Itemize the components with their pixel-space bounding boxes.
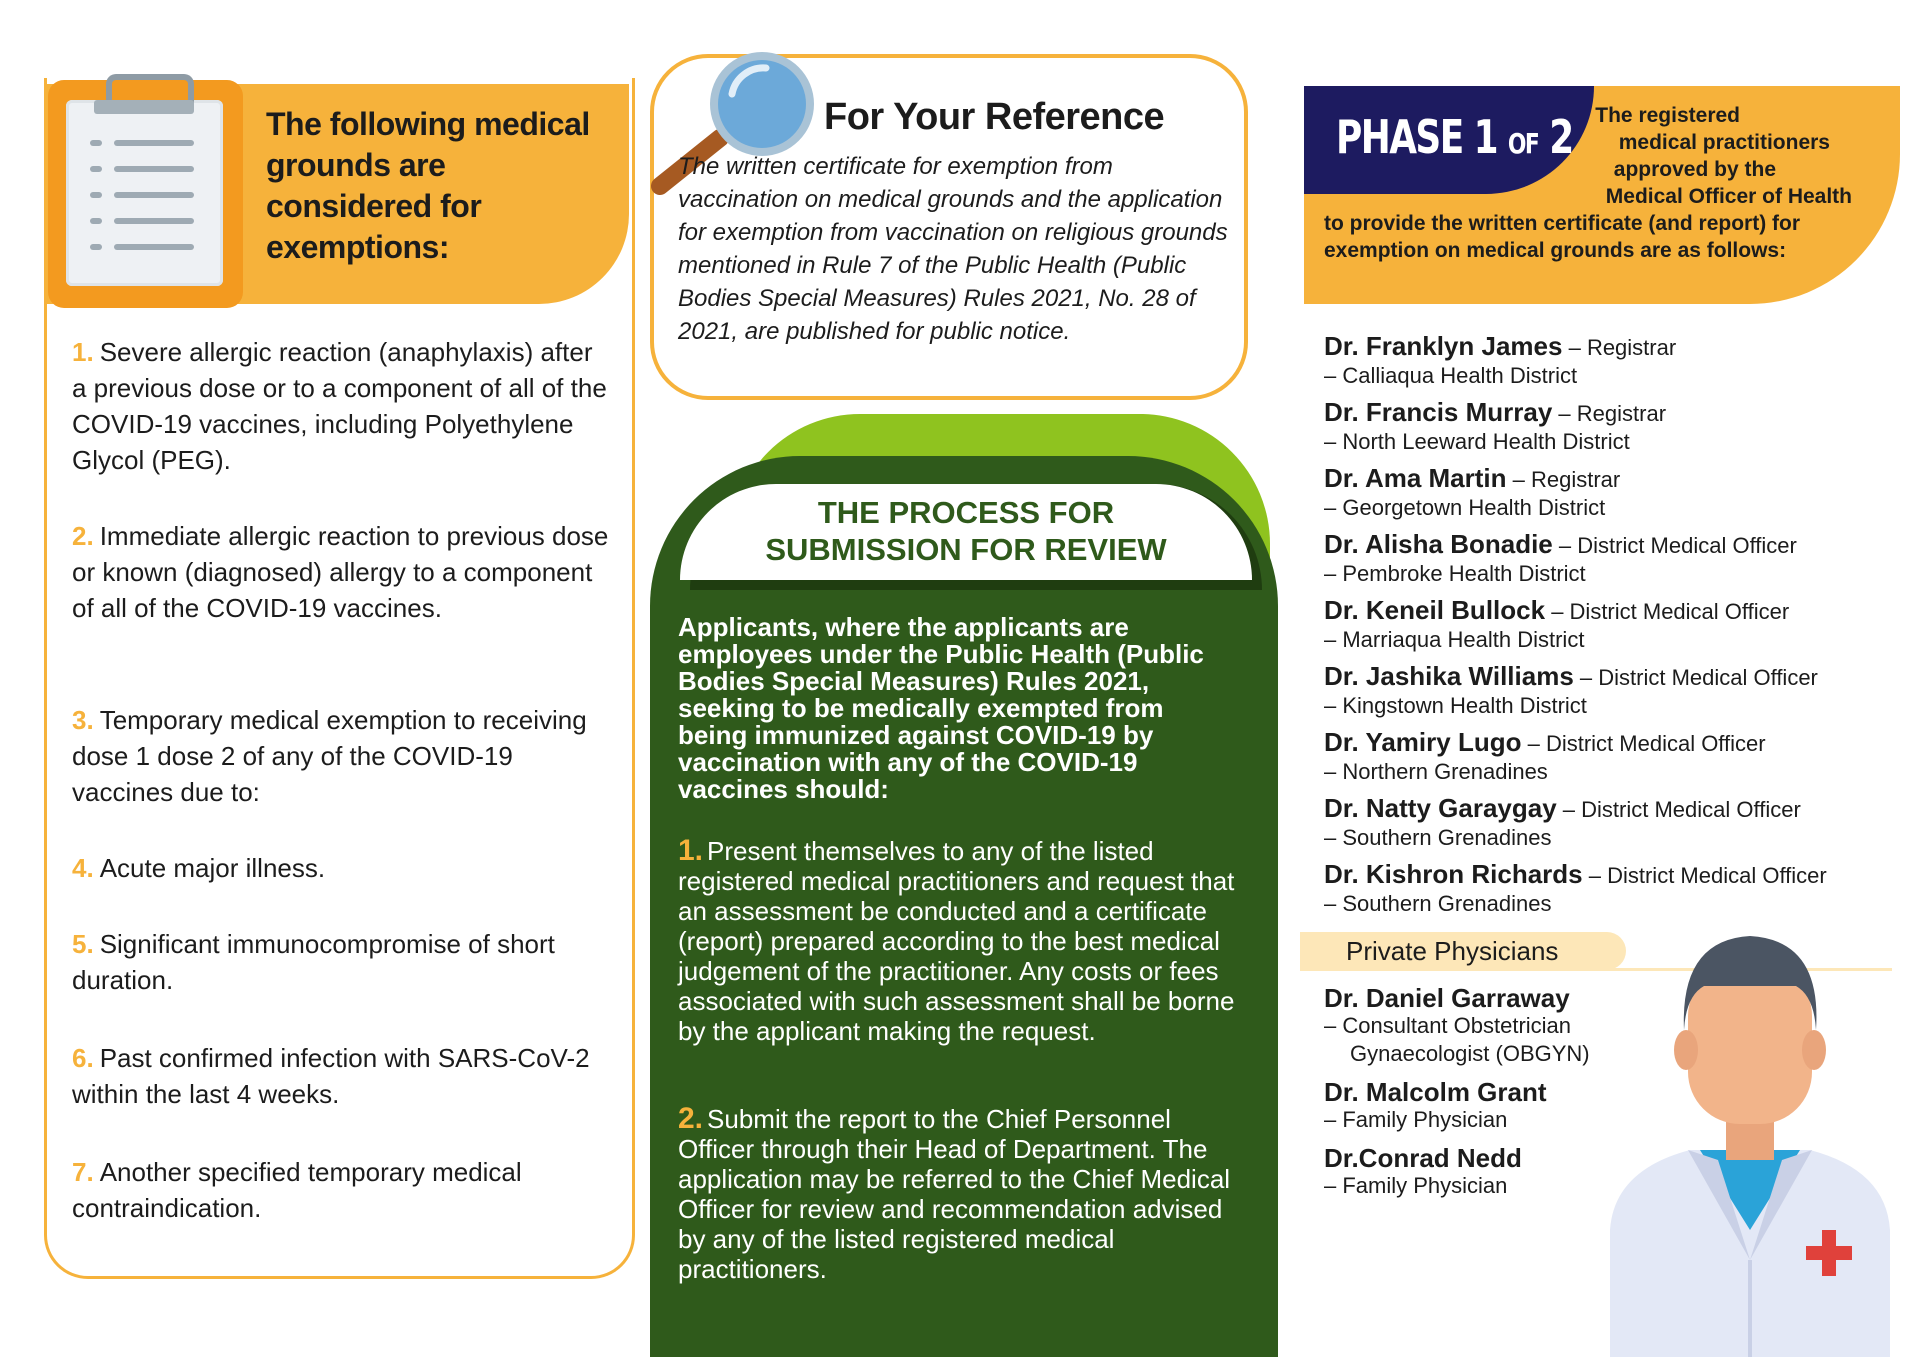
doctor-entry: Dr. Ama Martin – Registrar – Georgetown Health District [1324, 463, 1621, 520]
doctor-entry: Dr. Natty Garaygay – District Medical Officer – Southern Grenadines [1324, 793, 1801, 850]
ground-item-5: 5. Significant immunocompromise of short duration. [72, 929, 555, 995]
process-intro: Applicants, where the applicants are employees under the Public Health (Public Bodies Special Measures) Rules 2021, seeking to be medically exempted from being immunized against COVID-19 by vaccination with any of the COVID-19 vaccines should: [678, 612, 1204, 804]
reference-body: The written certificate for exemption from vaccination on medical grounds and the application for exemption from vaccination on religious grounds mentioned in Rule 7 of the Public Health (Public Bodies Special Measures) Rules 2021, No. 28 of 2021, are published for public notice. [678, 153, 1228, 345]
private-physician-entry: Dr. Daniel Garraway – Consultant Obstetrician Gynaecologist (OBGYN) [1324, 983, 1590, 1066]
clipboard-icon [66, 100, 223, 286]
private-physicians-heading: Private Physicians [1346, 936, 1559, 966]
doctor-entry: Dr. Alisha Bonadie – District Medical Officer – Pembroke Health District [1324, 529, 1797, 586]
reference-title: For Your Reference [824, 96, 1165, 138]
phase-label: PHASE 1 OF 2 [1336, 110, 1573, 164]
ground-item-6: 6. Past confirmed infection with SARS-CoV-2 within the last 4 weeks. [72, 1043, 590, 1109]
doctor-entry: Dr. Yamiry Lugo – District Medical Officer – Northern Grenadines [1324, 727, 1766, 784]
process-step-1: 1. Present themselves to any of the listed registered medical practitioners and request that an assessment be conducted and a certificate (report) prepared according to the best medical judgement of the practitioner. Any costs or fees associated with such assessment shall be borne by the applicant making the request. [678, 834, 1235, 1046]
doctor-entry: Dr. Keneil Bullock – District Medical Officer – Marriaqua Health District [1324, 595, 1790, 652]
ground-item-4: 4. Acute major illness. [72, 853, 326, 883]
private-physician-entry: Dr. Malcolm Grant – Family Physician [1324, 1077, 1547, 1132]
phase-intro: The registered medical practitioners approved by the Medical Officer of Health to provide the written certificate (and report) for exemption on medical grounds are as follows: [1324, 104, 1852, 262]
doctor-entry: Dr. Kishron Richards – District Medical Officer – Southern Grenadines [1324, 859, 1827, 916]
private-physician-entry: Dr.Conrad Nedd – Family Physician [1324, 1143, 1522, 1198]
ground-item-3: 3. Temporary medical exemption to receiving dose 1 dose 2 of any of the COVID-19 vaccines due to: [72, 705, 587, 807]
ground-item-2: 2. Immediate allergic reaction to previous dose or known (diagnosed) allergy to a component of all of the COVID-19 vaccines. [72, 521, 609, 623]
doctor-entry: Dr. Franklyn James – Registrar – Calliaqua Health District [1324, 331, 1677, 388]
exemption-grounds-title: The following medical grounds are considered for exemptions: [266, 106, 590, 265]
ground-item-1: 1. Severe allergic reaction (anaphylaxis) after a previous dose or to a component of all of the COVID-19 vaccines, including Polyethylene Glycol (PEG). [72, 337, 607, 475]
doctor-illustration [1600, 900, 1900, 1357]
ground-item-7: 7. Another specified temporary medical contraindication. [72, 1157, 522, 1223]
process-title: THE PROCESS FOR SUBMISSION FOR REVIEW [765, 495, 1167, 567]
doctor-entry: Dr. Francis Murray – Registrar – North Leeward Health District [1324, 397, 1667, 454]
doctor-entry: Dr. Jashika Williams – District Medical Officer – Kingstown Health District [1324, 661, 1818, 718]
process-step-2: 2. Submit the report to the Chief Personnel Officer through their Head of Department. The application may be referred to the Chief Medical Officer for review and recommendation advised by any of the listed registered medical practitioners. [678, 1102, 1231, 1284]
